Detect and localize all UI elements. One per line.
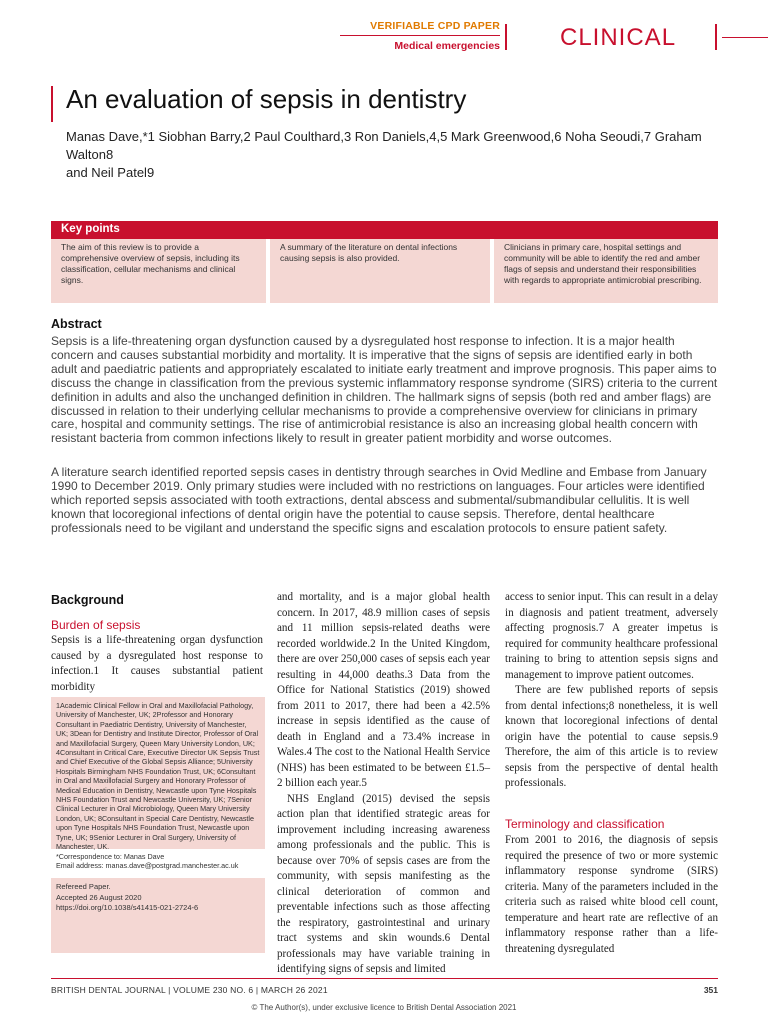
column-3-text bbox=[505, 590, 718, 792]
key-point-2: A summary of the literature on dental infections causing sepsis is also provided. bbox=[270, 239, 490, 303]
key-point-3: Clinicians in primary care, hospital settings and community will be able to identify the red and amber flags of sepsis and understand their responsibilities with regards to appropriate antimicrobial prescribing. bbox=[494, 239, 718, 303]
correspondence: *Correspondence to: Manas Dave bbox=[56, 851, 165, 861]
page-number: 351 bbox=[703, 985, 718, 995]
footer-separator: | bbox=[255, 985, 261, 995]
header-bar-right bbox=[715, 24, 717, 50]
header-bar-left bbox=[505, 24, 507, 50]
journal-date: MARCH 26 2021 bbox=[260, 985, 328, 995]
journal-issue: VOLUME 230 NO. 6 bbox=[173, 985, 254, 995]
abstract-heading: Abstract bbox=[51, 317, 102, 331]
refereed-label: Refereed Paper. bbox=[56, 882, 111, 891]
burden-subheading: Burden of sepsis bbox=[51, 618, 141, 632]
abstract-paragraph-2: A literature search identified reported sepsis cases in dentistry through searches in Ovid Medline and Embase from January 1990 to December 2019. Only primary studies were included with no restrictions on languages. Four articles were identified which reported sepsis associated with tooth extractions, dental abscess and submental/submandibular cellulitis. It is well known that locoregional infections of dental origin have the potential to cause sepsis. Therefore, dental healthcare professionals need to be vigilant and understand the specific signs and escalation protocols to ensure patient safety. bbox=[51, 465, 707, 535]
author-list bbox=[66, 128, 716, 182]
footer-journal bbox=[51, 985, 328, 995]
column-2-text bbox=[277, 590, 490, 978]
doi-link[interactable]: https://doi.org/10.1038/s41415-021-2724-6 bbox=[56, 903, 199, 912]
copyright-notice: © The Author(s), under exclusive licence to British Dental Association 2021 bbox=[251, 1003, 517, 1012]
journal-name: BRITISH DENTAL JOURNAL bbox=[51, 985, 166, 995]
column-2-paragraph-1: and mortality, and is a major global health concern. In 2017, 48.9 million cases of sepsis and 11 million sepsis-related deaths were recorded worldwide.2 In the United Kingdom, there are over 250,000 cases of sepsis each year resulting in 44,000 deaths.3 Data from the Office for National Statistics (2019) showed from 2011 to 2017, there had been a 42.5% increase in sepsis identified as the cause of death in England and a 73.4% increase in Wales.4 The cost to the National Health Service (NHS) has been estimated to be between £1.5–2 billion each year.5 bbox=[277, 591, 490, 789]
header-divider bbox=[340, 35, 500, 36]
article-title: An evaluation of sepsis in dentistry bbox=[66, 84, 467, 114]
section-tag: Medical emergencies bbox=[394, 40, 500, 52]
footer-rule bbox=[51, 978, 718, 979]
accepted-date: Accepted 26 August 2020 bbox=[56, 892, 142, 902]
title-accent-bar bbox=[51, 86, 53, 122]
footer-separator: | bbox=[168, 985, 174, 995]
terminology-text: From 2001 to 2016, the diagnosis of sepsis required the presence of two or more systemic inflammatory response syndrome (SIRS) criteria. Many of the parameters included in the criteria such as raised white blood cell count, temperature and heart rate are reflective of an inflammatory response rather than a life-threatening dysregulated bbox=[505, 834, 718, 955]
terminology-subheading: Terminology and classification bbox=[505, 817, 665, 831]
category-label: CLINICAL bbox=[560, 24, 677, 51]
key-point-1: The aim of this review is to provide a comprehensive overview of sepsis, including its classification, cellular mechanisms and clinical signs. bbox=[51, 239, 266, 303]
background-text: Sepsis is a life-threatening organ dysfunction caused by a dysregulated host response to infection.1 It causes substantial patient morbidity bbox=[51, 634, 263, 693]
background-heading: Background bbox=[51, 593, 124, 607]
key-points-header bbox=[51, 221, 718, 239]
author-line: and Neil Patel9 bbox=[66, 165, 155, 180]
author-line: Manas Dave,*1 Siobhan Barry,2 Paul Coulthard,3 Ron Daniels,4,5 Mark Greenwood,6 Noha Seoudi,7 Graham Walton8 bbox=[66, 129, 702, 162]
refereed-box bbox=[51, 878, 265, 953]
key-points-heading: Key points bbox=[61, 223, 120, 235]
cpd-tag: VERIFIABLE CPD PAPER bbox=[370, 20, 500, 32]
header-rule-right bbox=[722, 37, 768, 38]
column-3-paragraph-2: There are few published reports of sepsis from dental infections;8 nonetheless, it is well known that locoregional infections of dental origin have the potential to cause sepsis.9 Therefore, the aim of this article is to review sepsis from the perspective of dental health professionals. bbox=[505, 684, 718, 789]
affiliations-text: 1Academic Clinical Fellow in Oral and Maxillofacial Pathology, University of Manchester, UK; 2Professor and Honorary Consultant in Paediatric Dentistry, University of Manchester, UK; 3Dean for Dentistry and Institute Director, Professor of Oral and Maxillofacial Surgery, Queen Mary University London, UK; 4Consultant in Critical Care, Executive Director UK Sepsis Trust and Chief Executive of the Global Sepsis Alliance; 5University Hospitals Birmingham NHS Foundation Trust, UK; 6Consultant in Oral and Maxillofacial Surgery and Honorary Professor of Medical Education in Dentistry, Newcastle upon Tyne Hospitals NHS Foundation Trust and Newcastle University, UK; 7Senior Clinical Lecturer in Oral Microbiology, Queen Mary University London, UK; 8Consultant in Special Care Dentistry, Newcastle upon Tyne Hospitals NHS Foundation Trust, Newcastle upon Tyne, UK; 9Senior Lecturer in Oral Surgery, University of Manchester, UK. bbox=[56, 701, 260, 852]
affiliations-box bbox=[51, 697, 265, 870]
abstract-paragraph-1: Sepsis is a life-threatening organ dysfunction caused by a dysregulated host response to infection. It is a major health concern and causes substantial morbidity and mortality. It is imperative that the signs of sepsis are identified early in both adult and paediatric patients and appropriately escalated to initiate early treatment and improve prognosis. This paper aims to discuss the change in classification from the previous systemic inflammatory response syndrome (SIRS) criteria to the current definition in adults and also the unchanged definition in children. The hallmark signs of sepsis (both red and amber flags) are discussed in relation to their underlying cellular mechanisms to provide a comprehensive overview for clinicians in primary care, hospital and community settings. The rise of antimicrobial resistance is also an increasing global health concern with resistant bacteria from common infections likely to result in greater patient morbidity and worse outcomes. bbox=[51, 334, 718, 446]
column-2-paragraph-2: NHS England (2015) devised the sepsis action plan that identified strategic areas for improvement including increasing awareness among professionals and the public. This is because over 70% of sepsis cases are from the community, with sepsis manifesting as the clinical deterioration of common and preventable infections such as those affecting the respiratory, gastrointestinal and urinary tract systems and skin wounds.6 Dental professionals may have variable training in identifying signs of sepsis and limited bbox=[277, 792, 490, 975]
column-3-paragraph-1: access to senior input. This can result in a delay in diagnosis and patient treatment, adversely affecting prognosis.7 A greater impetus is required for community healthcare professional training to bring to attention sepsis signs and management to improve patient outcomes. bbox=[505, 591, 718, 681]
email-address: Email address: manas.dave@postgrad.manchester.ac.uk bbox=[56, 860, 239, 870]
